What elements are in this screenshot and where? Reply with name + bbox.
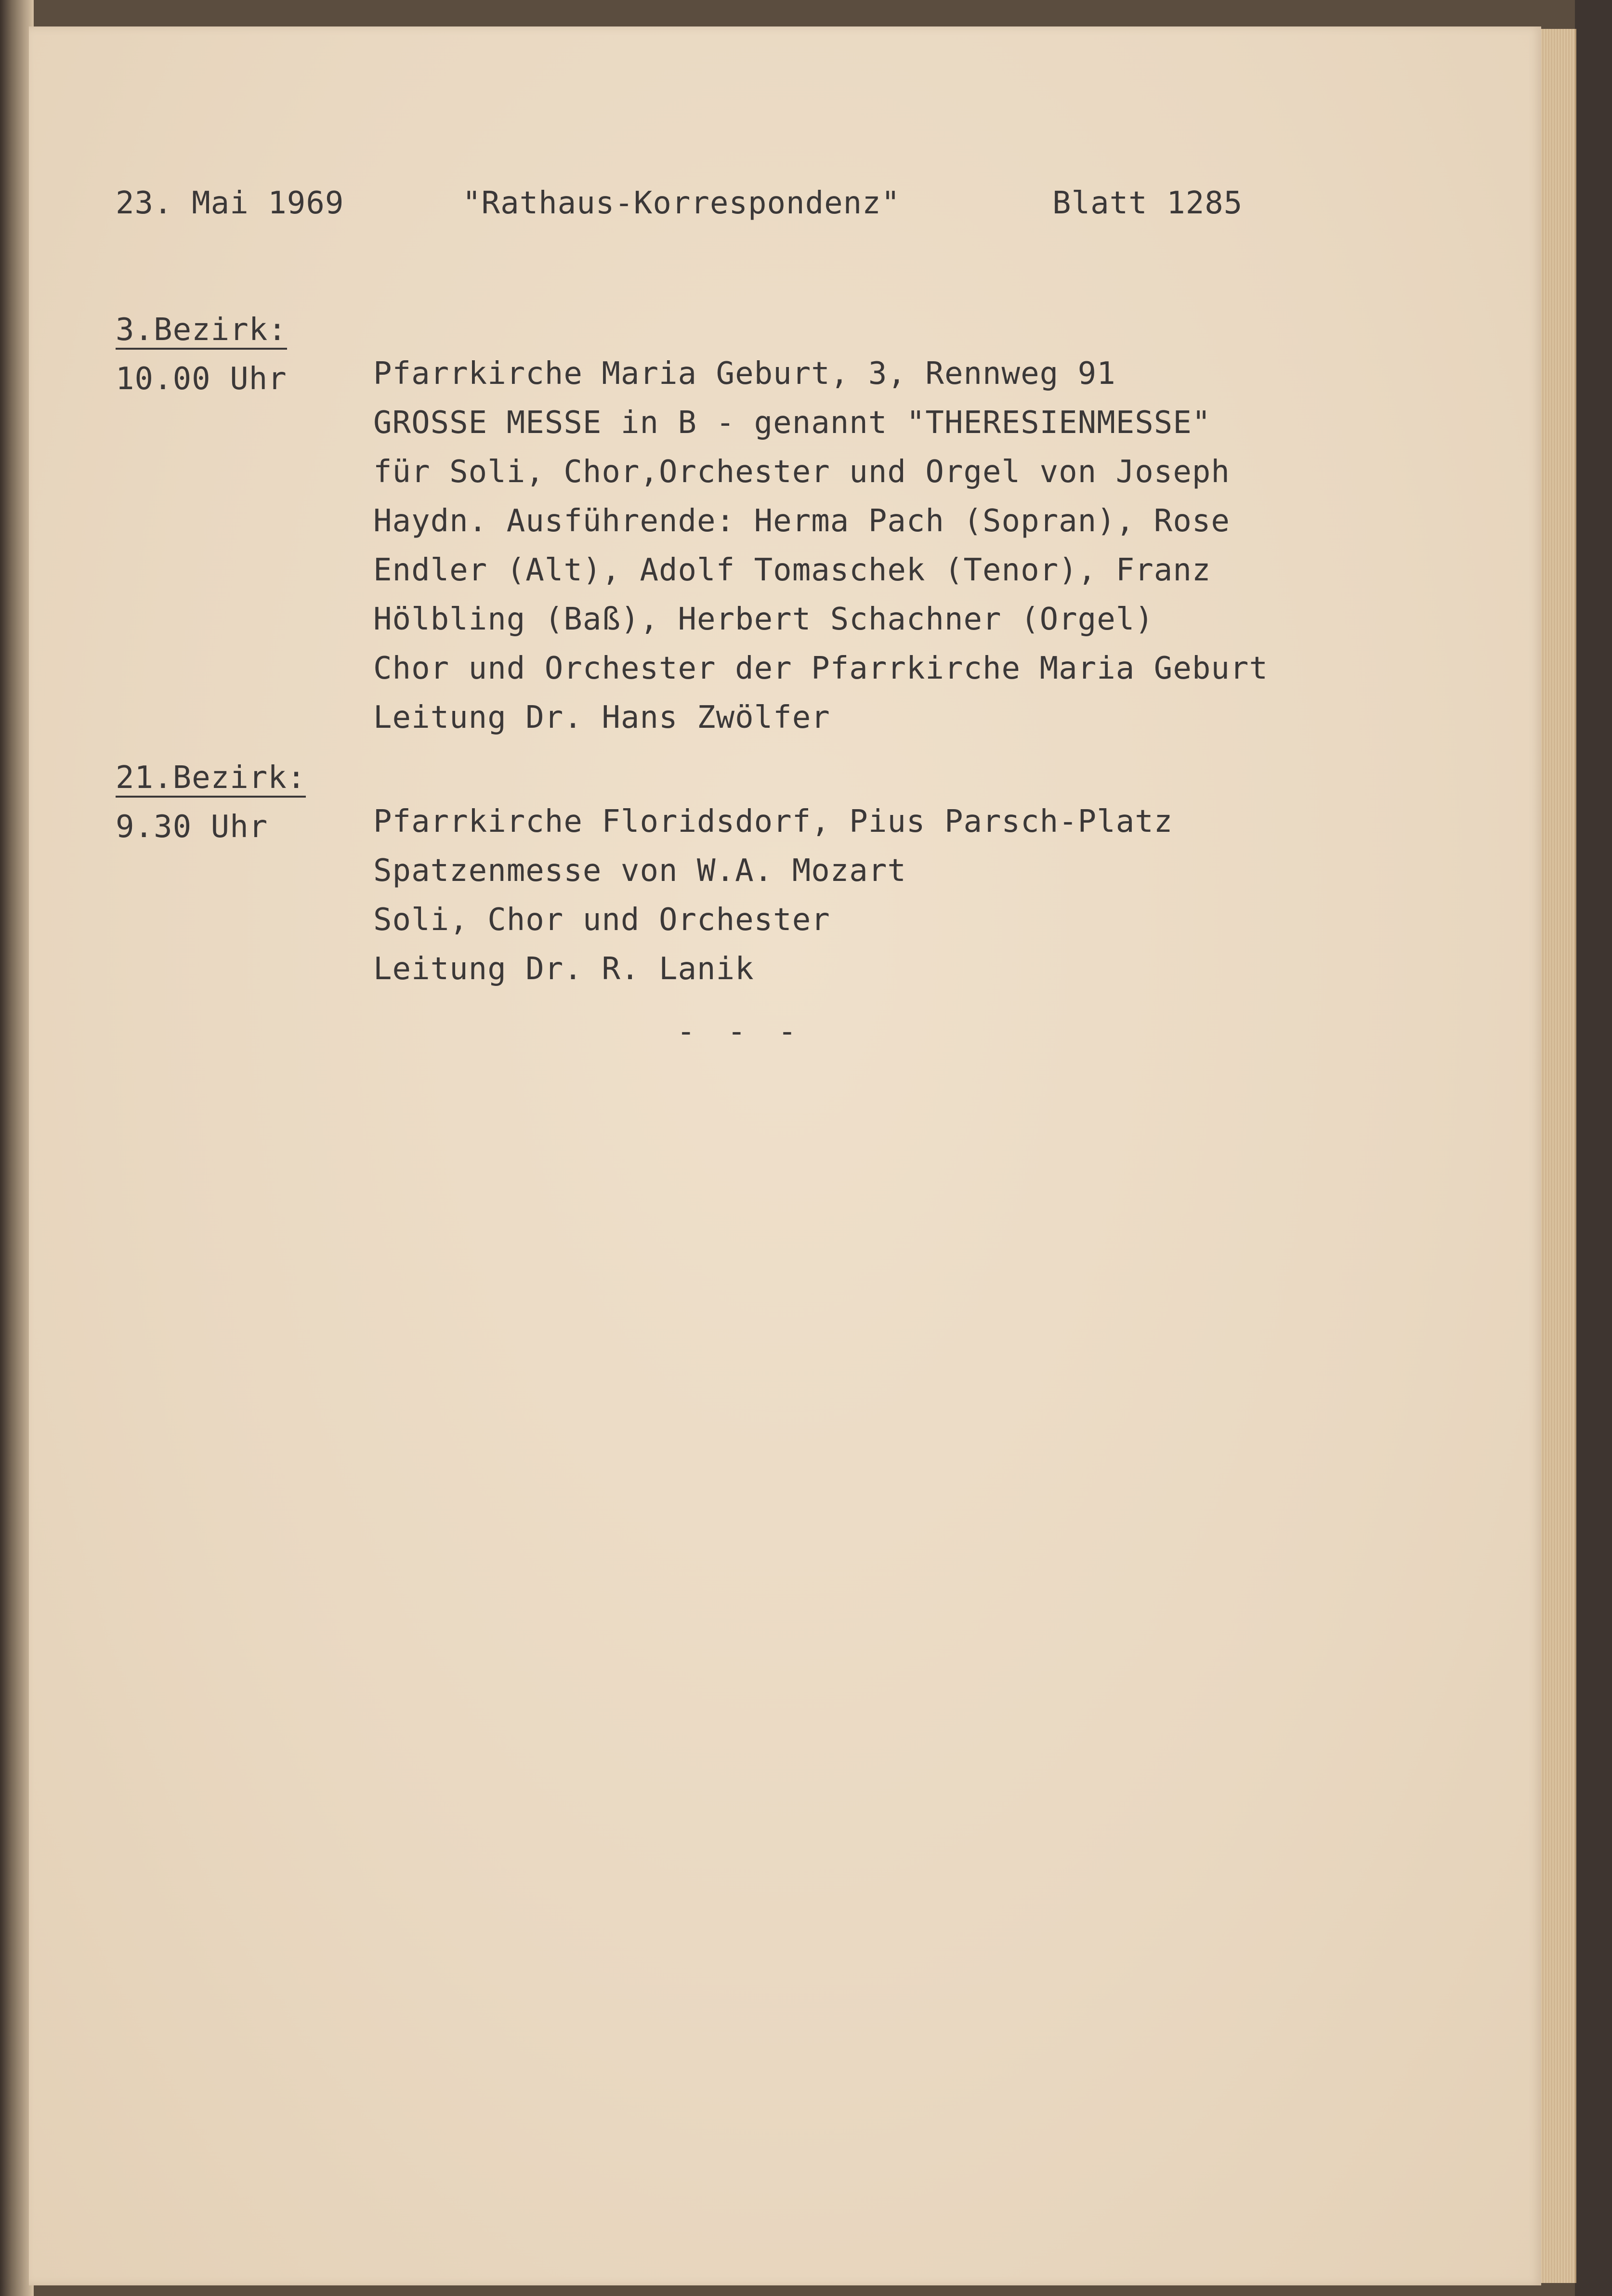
event-line: Endler (Alt), Adolf Tomaschek (Tenor), Franz [373, 552, 1211, 588]
event-line: Pfarrkirche Maria Geburt, 3, Rennweg 91 [373, 356, 1116, 392]
event-line: Chor und Orchester der Pfarrkirche Maria Geburt [373, 651, 1268, 686]
district-heading: 21.Bezirk: [116, 761, 306, 798]
event-line: für Soli, Chor,Orchester und Orgel von Joseph [373, 454, 1230, 490]
header-sheet-number: Blatt 1285 [1052, 185, 1243, 221]
end-mark: - - - [677, 1014, 803, 1050]
header-date: 23. Mai 1969 [116, 185, 344, 221]
background-right [1575, 0, 1612, 2296]
header-title: "Rathaus-Korrespondenz" [462, 185, 901, 221]
event-line: GROSSE MESSE in B - genannt "THERESIENMESSE" [373, 405, 1211, 441]
event-time: 10.00 Uhr [116, 361, 287, 397]
district-heading: 3.Bezirk: [116, 313, 287, 350]
event-details [373, 797, 1173, 994]
event-time: 9.30 Uhr [116, 809, 268, 845]
event-line: Leitung Dr. R. Lanik [373, 951, 754, 987]
event-line: Haydn. Ausführende: Herma Pach (Sopran), Rose [373, 503, 1230, 539]
event-line: Spatzenmesse von W.A. Mozart [373, 853, 906, 889]
event-line: Pfarrkirche Floridsdorf, Pius Parsch-Platz [373, 804, 1173, 840]
event-line: Soli, Chor und Orchester [373, 902, 830, 938]
event-line: Leitung Dr. Hans Zwölfer [373, 700, 830, 735]
page-stack-edge [1539, 29, 1576, 2283]
event-details [373, 349, 1268, 742]
event-line: Hölbling (Baß), Herbert Schachner (Orgel) [373, 602, 1154, 637]
